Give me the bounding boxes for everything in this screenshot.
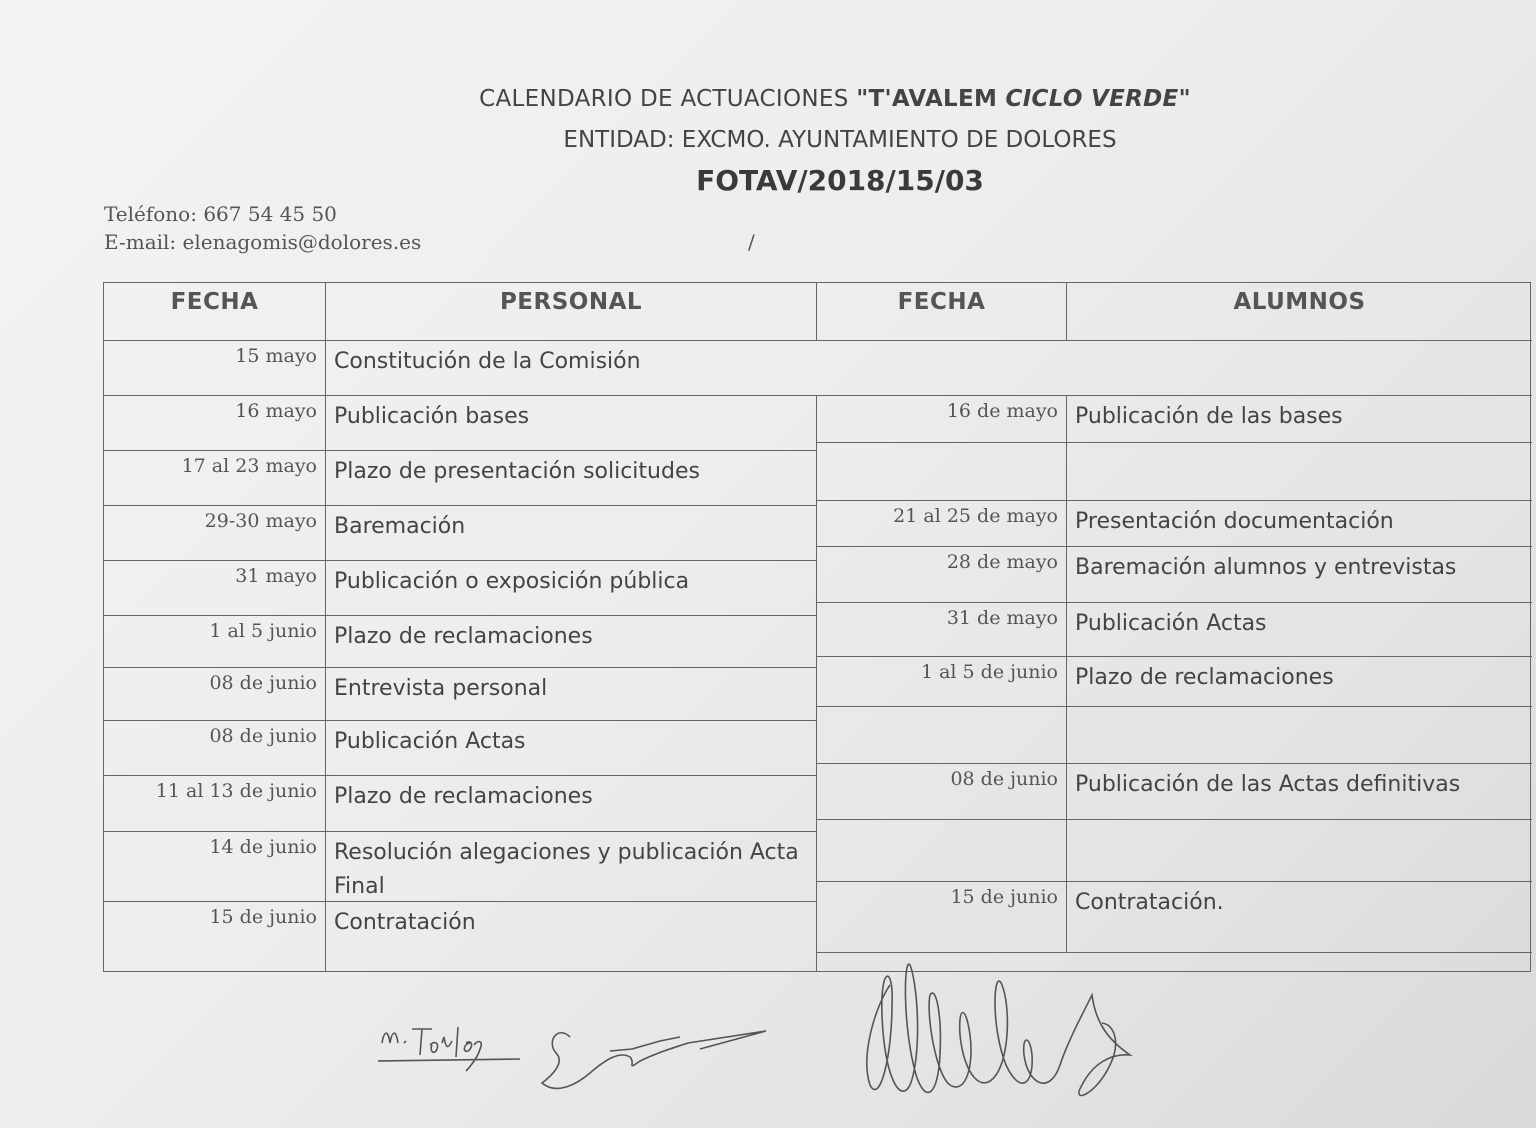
alumnos-activity: Publicación de las Actas definitivas (1067, 764, 1532, 820)
alumnos-activity (1067, 820, 1532, 882)
signatures-area (370, 945, 1150, 1120)
entity-line: ENTIDAD: EXCMO. AYUNTAMIENTO DE DOLORES (563, 127, 1117, 153)
stray-slash: / (748, 230, 755, 254)
personal-date: 17 al 23 mayo (104, 451, 326, 506)
alumnos-date: 28 de mayo (817, 547, 1067, 603)
personal-activity: Constitución de la Comisión (326, 341, 1532, 396)
alumnos-activity: Plazo de reclamaciones (1067, 657, 1532, 707)
schedule-table (103, 282, 1531, 972)
personal-date: 08 de junio (104, 721, 326, 776)
alumnos-date (817, 443, 1067, 501)
personal-date: 15 mayo (104, 341, 326, 396)
alumnos-date: 16 de mayo (817, 396, 1067, 443)
personal-activity: Resolución alegaciones y publicación Acta Final (326, 832, 817, 902)
personal-date: 31 mayo (104, 561, 326, 616)
alumnos-activity: Publicación Actas (1067, 603, 1532, 657)
alumnos-activity (1067, 443, 1532, 501)
file-code: FOTAV/2018/15/03 (696, 164, 984, 197)
alumnos-date (817, 820, 1067, 882)
title-prefix: CALENDARIO DE ACTUACIONES (479, 86, 857, 112)
header-fecha-alumnos: FECHA (817, 283, 1067, 341)
document-title (470, 86, 1200, 112)
contact-phone: Teléfono: 667 54 45 50 (104, 202, 337, 226)
personal-activity: Publicación bases (326, 396, 817, 451)
alumnos-activity (1067, 707, 1532, 764)
personal-activity: Contratación (326, 902, 817, 971)
title-close-quote: " (1178, 86, 1191, 112)
alumnos-activity: Presentación documentación (1067, 501, 1532, 547)
personal-date: 14 de junio (104, 832, 326, 902)
personal-activity: Publicación Actas (326, 721, 817, 776)
personal-activity: Baremación (326, 506, 817, 561)
personal-date: 1 al 5 junio (104, 616, 326, 668)
alumnos-date: 21 al 25 de mayo (817, 501, 1067, 547)
personal-activity: Publicación o exposición pública (326, 561, 817, 616)
contact-email: E-mail: elenagomis@dolores.es (104, 230, 422, 254)
title-italic: CICLO VERDE (1005, 86, 1179, 112)
personal-date: 11 al 13 de junio (104, 776, 326, 832)
personal-activity: Plazo de reclamaciones (326, 776, 817, 832)
alumnos-date: 15 de junio (817, 882, 1067, 952)
personal-date: 29-30 mayo (104, 506, 326, 561)
alumnos-activity: Baremación alumnos y entrevistas (1067, 547, 1532, 603)
personal-date: 08 de junio (104, 668, 326, 721)
alumnos-date: 08 de junio (817, 764, 1067, 820)
personal-activity: Entrevista personal (326, 668, 817, 721)
alumnos-date (817, 707, 1067, 764)
signature-2 (867, 964, 1130, 1095)
alumnos-date: 1 al 5 de junio (817, 657, 1067, 707)
personal-activity: Plazo de reclamaciones (326, 616, 817, 668)
title-program: "T'AVALEM (856, 86, 1006, 112)
alumnos-activity: Publicación de las bases (1067, 396, 1532, 443)
personal-date: 16 mayo (104, 396, 326, 451)
personal-activity: Plazo de presentación solicitudes (326, 451, 817, 506)
header-personal: PERSONAL (326, 283, 817, 341)
signature-1 (378, 1027, 766, 1088)
personal-date: 15 de junio (104, 902, 326, 971)
alumnos-date: 31 de mayo (817, 603, 1067, 657)
alumnos-activity: Contratación. (1075, 890, 1224, 915)
header-fecha-personal: FECHA (104, 283, 326, 341)
header-alumnos: ALUMNOS (1067, 283, 1532, 341)
